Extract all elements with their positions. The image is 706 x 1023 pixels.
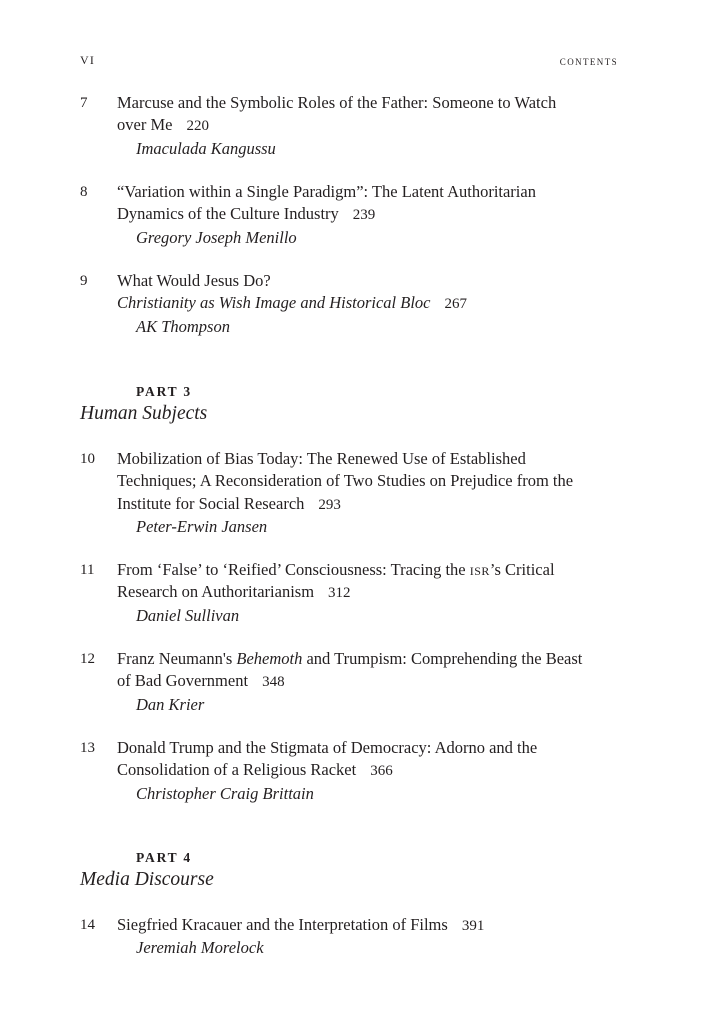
- toc-entry[interactable]: [80, 914, 640, 960]
- chapter-subtitle: Christianity as Wish Image and Historical Bloc: [117, 293, 431, 313]
- page-number: 220: [186, 118, 209, 135]
- chapter-number: 11: [80, 562, 95, 578]
- part-heading: [80, 383, 207, 427]
- toc-entry[interactable]: [80, 737, 640, 805]
- chapter-author: Christopher Craig Brittain: [136, 783, 314, 803]
- toc-entry[interactable]: [80, 92, 640, 160]
- page-number: 239: [352, 207, 376, 224]
- chapter-number: 13: [80, 740, 95, 756]
- chapter-author: Dan Krier: [136, 694, 205, 714]
- toc-entry[interactable]: [80, 648, 640, 716]
- running-head-title: contents: [559, 53, 618, 68]
- chapter-author: Jeremiah Morelock: [136, 938, 264, 958]
- chapter-title[interactable]: Franz Neumann's Behemoth and Trumpism: Comprehending the Beast of Bad Government 348: [117, 649, 583, 691]
- toc-entry[interactable]: [80, 181, 640, 249]
- book-title-behemoth: Behemoth: [236, 649, 303, 668]
- chapter-author: AK Thompson: [136, 316, 230, 336]
- chapter-title[interactable]: From ‘False’ to ‘Reified’ Consciousness: Tracing the isr’s Critical Research on Authoritarianism 312: [117, 560, 555, 602]
- chapter-author: Gregory Joseph Menillo: [136, 227, 297, 247]
- page-number: 267: [444, 296, 467, 313]
- part-label: PART 3: [136, 384, 192, 399]
- chapter-number: 14: [80, 917, 95, 933]
- chapter-author: Imaculada Kangussu: [136, 138, 276, 158]
- chapter-author: Peter-Erwin Jansen: [136, 516, 268, 536]
- chapter-number: 9: [80, 273, 88, 289]
- toc-entry[interactable]: [80, 448, 640, 538]
- chapter-number: 8: [80, 184, 88, 200]
- page-number: 293: [318, 496, 341, 513]
- isr-abbreviation: isr: [469, 560, 490, 579]
- toc-entry[interactable]: [80, 559, 640, 627]
- page-number: 366: [370, 763, 393, 780]
- running-head: [80, 53, 618, 69]
- part-label: PART 4: [136, 850, 192, 865]
- chapter-title[interactable]: Mobilization of Bias Today: The Renewed Use of Established Techniques; A Reconsideration of Two Studies on Prejudice from the Institute for Social Research 293: [117, 449, 574, 513]
- part-title: Human Subjects: [80, 403, 208, 424]
- part-title: Media Discourse: [80, 869, 214, 890]
- chapter-number: 10: [80, 451, 95, 467]
- chapter-title[interactable]: “Variation within a Single Paradigm”: The Latent Authoritarian Dynamics of the Culture Industry 239: [117, 182, 536, 224]
- page-folio: VI: [80, 53, 96, 67]
- chapter-author: Daniel Sullivan: [136, 605, 240, 625]
- chapter-title[interactable]: Marcuse and the Symbolic Roles of the Father: Someone to Watch over Me 220: [117, 93, 557, 135]
- page-number: 312: [328, 585, 351, 602]
- page-number: 391: [461, 918, 485, 934]
- toc-entry[interactable]: [80, 270, 640, 338]
- page-number: 348: [262, 674, 285, 691]
- chapter-number: 12: [80, 651, 95, 667]
- chapter-title[interactable]: Siegfried Kracauer and the Interpretation of Films 391: [117, 915, 485, 934]
- chapter-title[interactable]: Donald Trump and the Stigmata of Democracy: Adorno and the Consolidation of a Religious Racket 366: [117, 738, 538, 780]
- chapter-title[interactable]: What Would Jesus Do? Christianity as Wish Image and Historical Bloc 267: [117, 271, 467, 313]
- part-heading: [80, 849, 214, 893]
- chapter-number: 7: [80, 95, 88, 111]
